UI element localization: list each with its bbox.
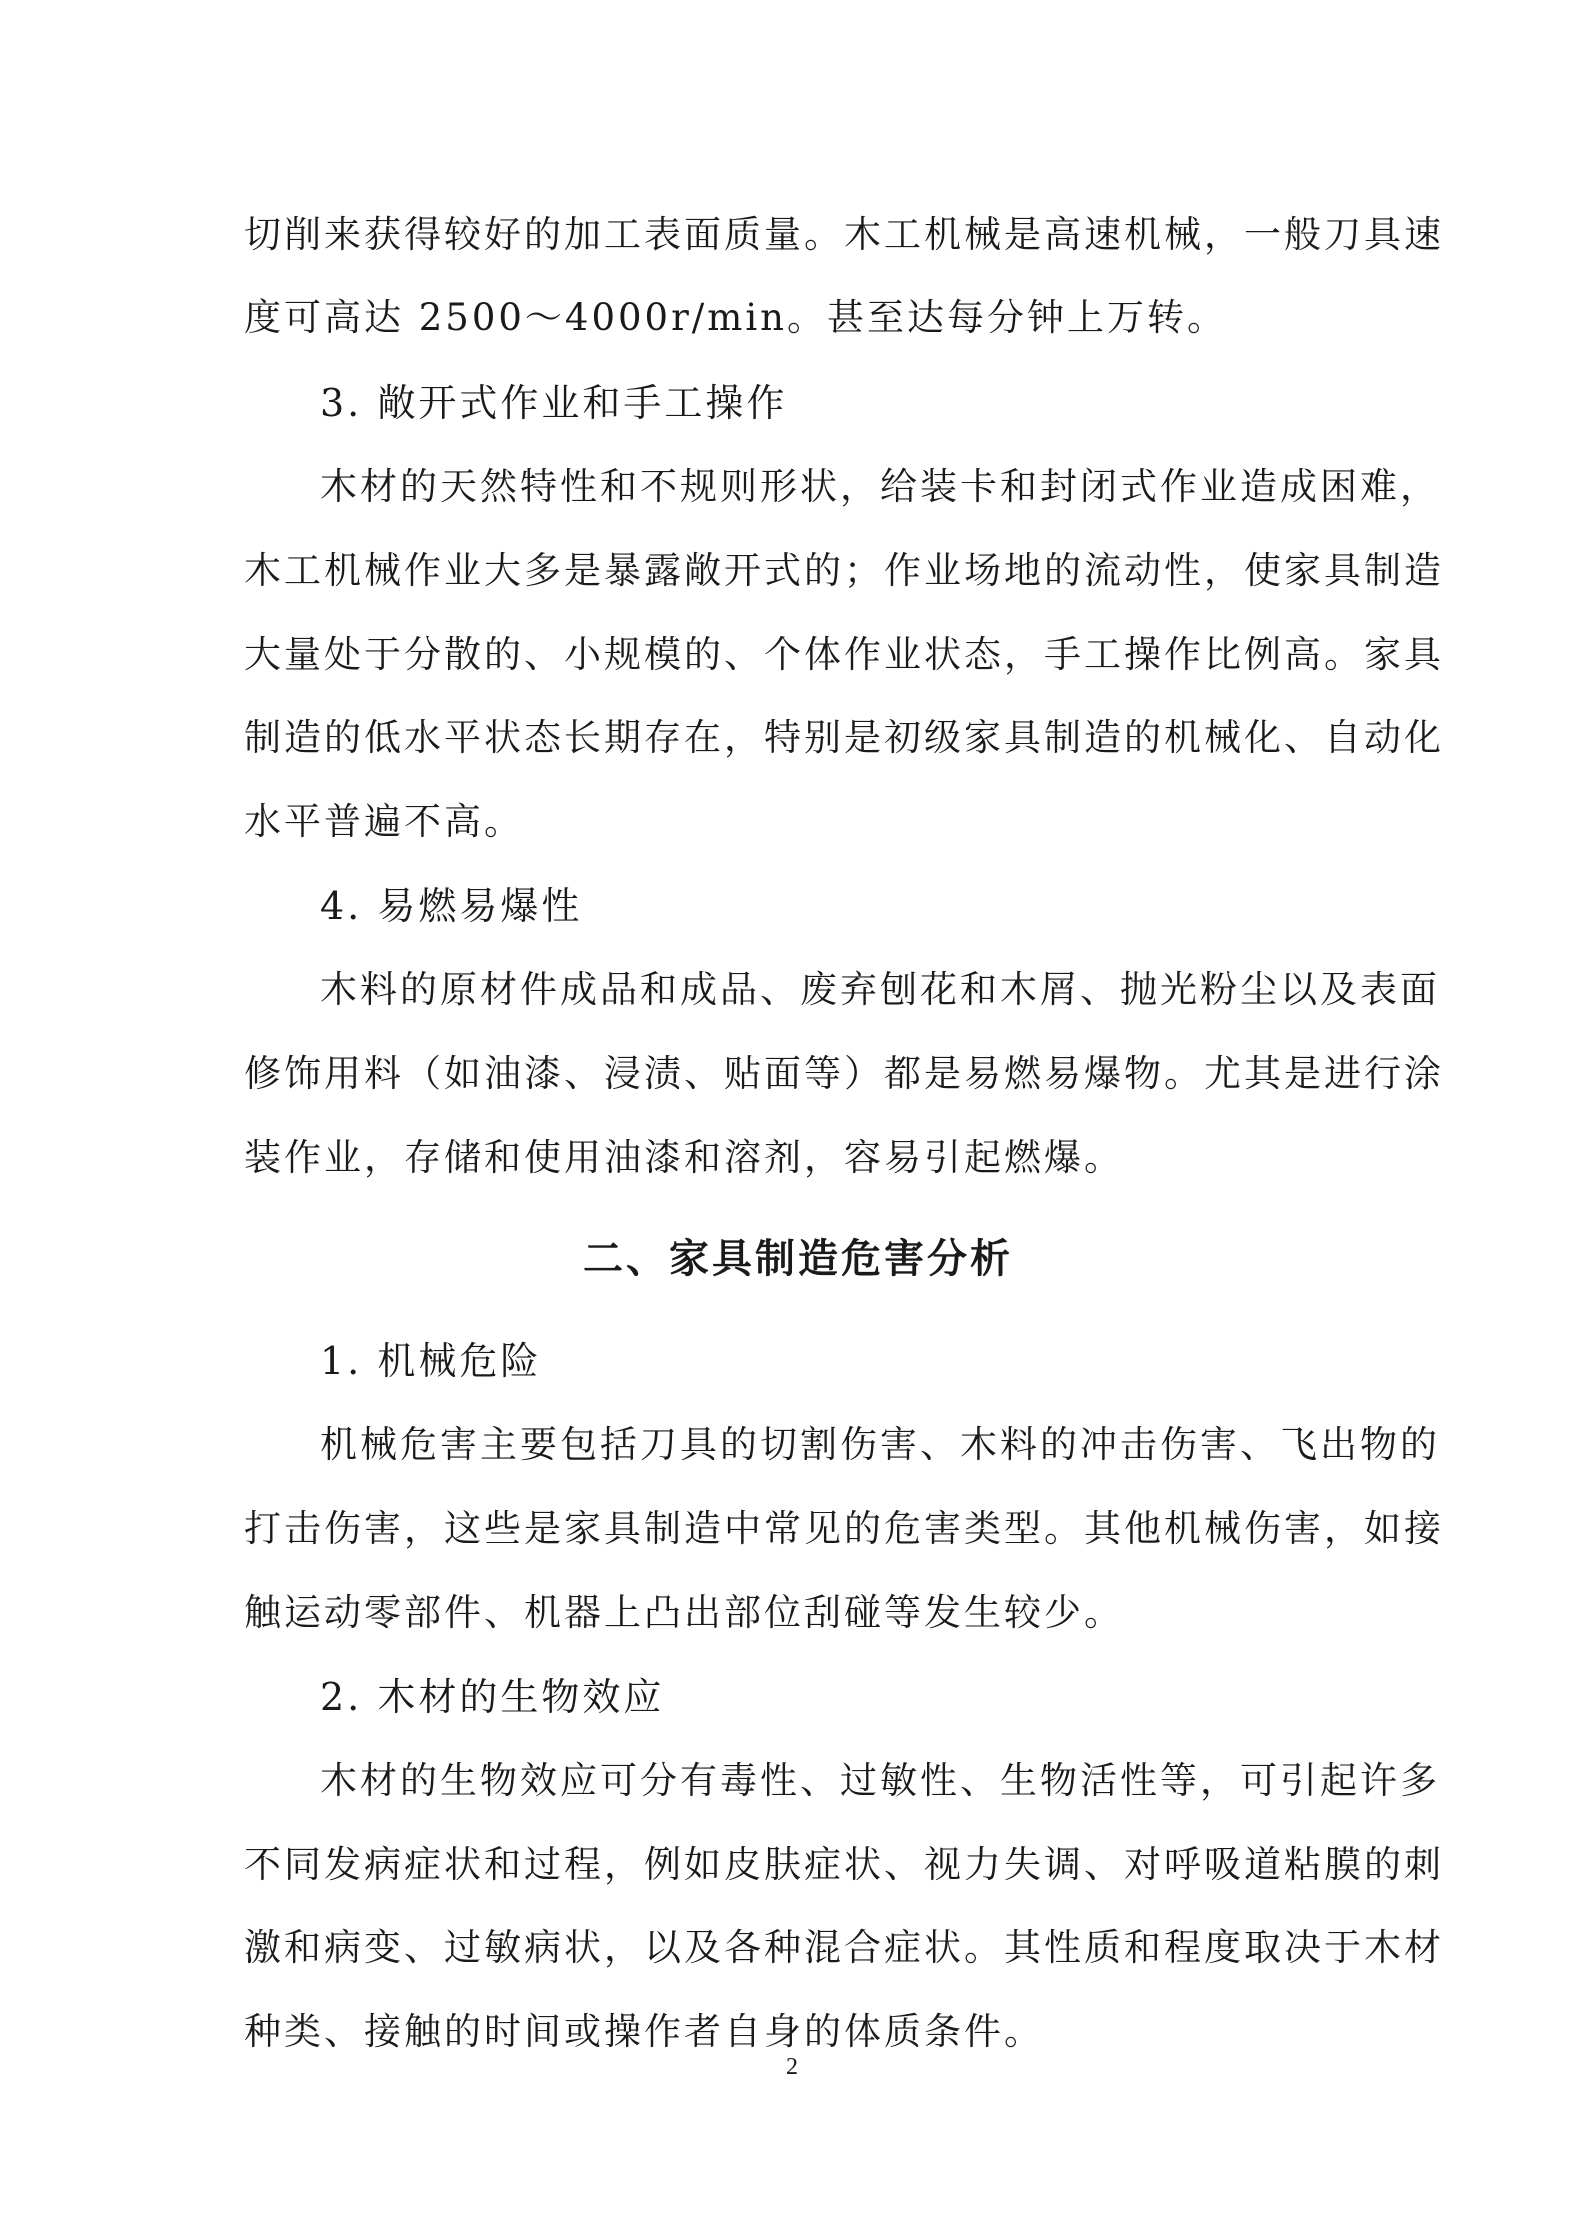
paragraph-line: 木料的原材件成品和成品、废弃刨花和木屑、抛光粉尘以及表面 [320, 968, 1440, 1011]
paragraph-line: 激和病变、过敏病状，以及各种混合症状。其性质和程度取决于木材 [244, 1926, 1444, 1969]
section-heading-1: 1. 机械危险 [320, 1339, 542, 1383]
paragraph-line: 木工机械作业大多是暴露敞开式的；作业场地的流动性，使家具制造 [244, 549, 1444, 592]
paragraph-line: 修饰用料（如油漆、浸渍、贴面等）都是易燃易爆物。尤其是进行涂 [244, 1052, 1444, 1095]
section-heading-3: 3. 敞开式作业和手工操作 [320, 381, 788, 425]
paragraph-line: 机械危害主要包括刀具的切割伤害、木料的冲击伤害、飞出物的 [320, 1423, 1440, 1466]
paragraph-line: 不同发病症状和过程，例如皮肤症状、视力失调、对呼吸道粘膜的刺 [244, 1843, 1444, 1886]
chapter-heading: 二、家具制造危害分析 [583, 1236, 1013, 1282]
paragraph-line: 触运动零部件、机器上凸出部位刮碰等发生较少。 [244, 1591, 1124, 1634]
section-heading-4: 4. 易燃易爆性 [320, 884, 583, 928]
paragraph-line: 制造的低水平状态长期存在，特别是初级家具制造的机械化、自动化 [244, 716, 1444, 759]
paragraph-line: 打击伤害，这些是家具制造中常见的危害类型。其他机械伤害，如接 [244, 1507, 1444, 1550]
paragraph-line: 木材的生物效应可分有毒性、过敏性、生物活性等，可引起许多 [320, 1759, 1440, 1802]
paragraph-line: 种类、接触的时间或操作者自身的体质条件。 [244, 2010, 1044, 2053]
paragraph-line: 装作业，存储和使用油漆和溶剂，容易引起燃爆。 [244, 1136, 1124, 1179]
paragraph-line: 水平普遍不高。 [244, 800, 524, 843]
page-number: 2 [786, 2054, 798, 2080]
paragraph-line: 大量处于分散的、小规模的、个体作业状态，手工操作比例高。家具 [244, 633, 1444, 676]
section-heading-2: 2. 木材的生物效应 [320, 1675, 665, 1719]
paragraph-line: 切削来获得较好的加工表面质量。木工机械是高速机械，一般刀具速 [244, 213, 1444, 256]
paragraph-line: 度可高达 2500～4000r/min。甚至达每分钟上万转。 [244, 296, 1227, 339]
paragraph-line: 木材的天然特性和不规则形状，给装卡和封闭式作业造成困难， [320, 465, 1440, 508]
